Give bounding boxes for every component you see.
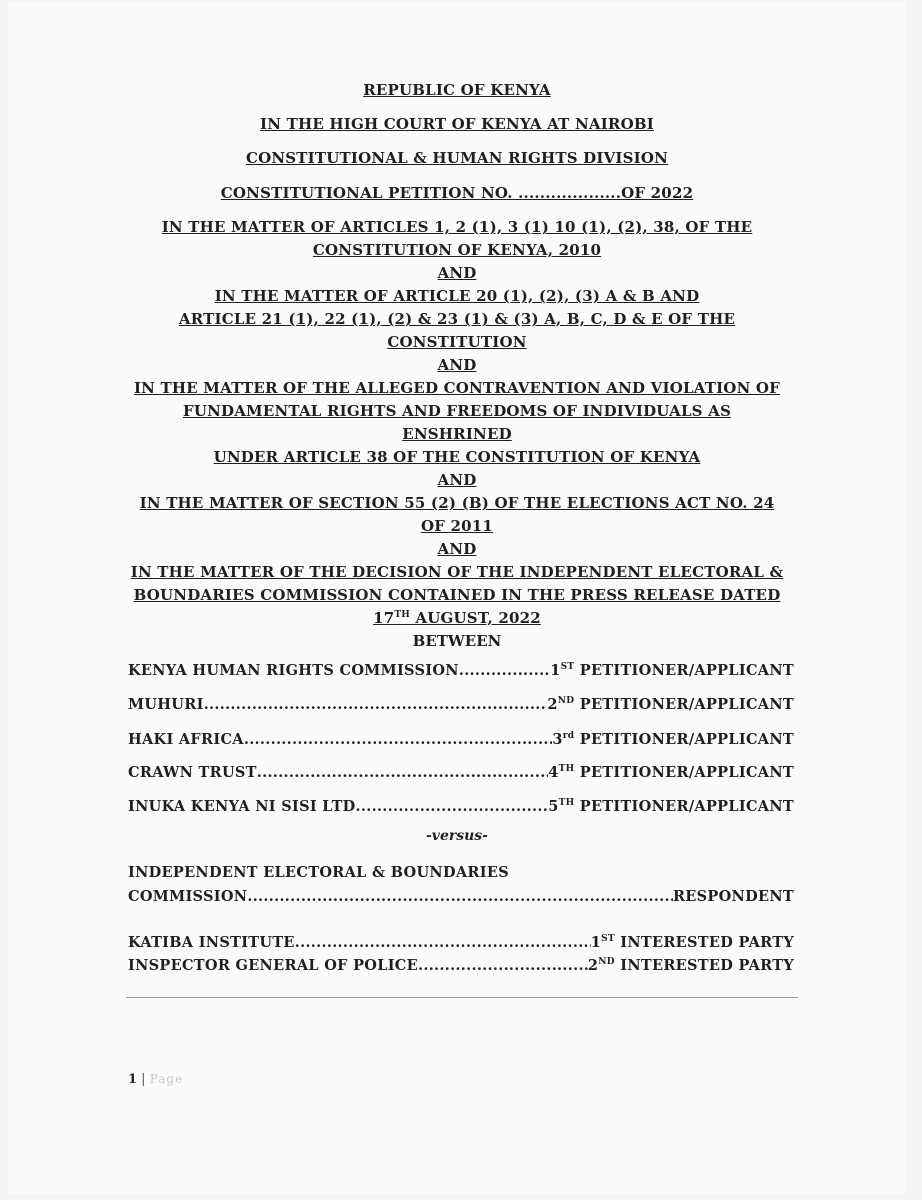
- matter-3-line-2: FUNDAMENTAL RIGHTS AND FREEDOMS OF INDIVIDUALS AS: [182, 402, 732, 420]
- party-name: COMMISSION: [128, 888, 248, 905]
- matter-4-line-2: OF 2011: [420, 517, 494, 535]
- petitioner-row: [128, 731, 794, 748]
- and-1: AND: [437, 264, 477, 282]
- date-day: 17: [373, 609, 395, 627]
- matter-4-line-1: IN THE MATTER OF SECTION 55 (2) (B) OF THE ELECTIONS ACT NO. 24: [139, 494, 775, 512]
- party-role: RESPONDENT: [672, 888, 794, 905]
- matter-5-line-2: BOUNDARIES COMMISSION CONTAINED IN THE PRESS RELEASE DATED: [133, 586, 781, 604]
- party-name: HAKI AFRICA: [128, 731, 244, 748]
- matter-2-line-3: CONSTITUTION: [387, 333, 527, 351]
- heading-division-block: [8, 147, 906, 170]
- leader-dots: [459, 662, 550, 679]
- matter-3-line-1: IN THE MATTER OF THE ALLEGED CONTRAVENTION AND VIOLATION OF: [133, 379, 781, 397]
- leader-dots: [247, 888, 673, 905]
- footer-page-label: Page: [149, 1072, 184, 1086]
- footer-page-number: 1: [128, 1072, 138, 1087]
- and-2: AND: [437, 356, 477, 374]
- bottom-rule: [126, 997, 798, 998]
- party-role: 2ND INTERESTED PARTY: [587, 957, 794, 974]
- heading-petition: CONSTITUTIONAL PETITION NO. ...................OF 2022: [220, 184, 694, 202]
- party-role: 3rd PETITIONER/APPLICANT: [552, 731, 794, 748]
- matter-3-line-3: ENSHRINED: [402, 425, 512, 443]
- petitioner-row: [128, 662, 794, 679]
- party-role: 2ND PETITIONER/APPLICANT: [547, 696, 794, 713]
- interested-party-row: [128, 934, 794, 951]
- party-role: 1ST INTERESTED PARTY: [590, 934, 794, 951]
- respondent-row: [128, 888, 794, 905]
- matter-5-line-1: IN THE MATTER OF THE DECISION OF THE INDEPENDENT ELECTORAL &: [130, 563, 784, 581]
- matter-5-date: [8, 607, 906, 630]
- petitioner-row: [128, 764, 794, 781]
- party-role: 4TH PETITIONER/APPLICANT: [548, 764, 794, 781]
- party-name: KATIBA INSTITUTE: [128, 934, 295, 951]
- heading-division: CONSTITUTIONAL & HUMAN RIGHTS DIVISION: [245, 149, 669, 167]
- matters-block: [8, 216, 906, 653]
- matter-2-line-2: ARTICLE 21 (1), 22 (1), (2) & 23 (1) & (3) A, B, C, D & E OF THE: [178, 310, 736, 328]
- heading-republic: REPUBLIC OF KENYA: [363, 81, 551, 99]
- leader-dots: [418, 957, 588, 974]
- party-name: MUHURI: [128, 696, 204, 713]
- interested-party-row: [128, 957, 794, 974]
- and-3: AND: [437, 471, 477, 489]
- matter-1-line-1: IN THE MATTER OF ARTICLES 1, 2 (1), 3 (1) 10 (1), (2), 38, OF THE: [161, 218, 753, 236]
- petitioner-row: [128, 696, 794, 713]
- heading-petition-block: [8, 182, 906, 205]
- leader-dots: [356, 798, 549, 815]
- party-name: INUKA KENYA NI SISI LTD: [128, 798, 356, 815]
- matter-1-line-2: CONSTITUTION OF KENYA, 2010: [312, 241, 602, 259]
- party-role: 5TH PETITIONER/APPLICANT: [548, 798, 794, 815]
- heading-court-block: [8, 113, 906, 136]
- date-day-suffix: TH: [394, 610, 410, 620]
- footer-separator: |: [137, 1072, 150, 1087]
- versus-label: -versus-: [426, 828, 488, 844]
- leader-dots: [204, 696, 548, 713]
- party-name: KENYA HUMAN RIGHTS COMMISSION: [128, 662, 459, 679]
- leader-dots: [257, 764, 548, 781]
- date-rest: AUGUST, 2022: [409, 609, 541, 627]
- party-name: INSPECTOR GENERAL OF POLICE: [128, 957, 418, 974]
- petitioner-row: [128, 798, 794, 815]
- leader-dots: [244, 731, 553, 748]
- document-page: [8, 2, 906, 1194]
- page-footer: [128, 1072, 183, 1087]
- party-name: CRAWN TRUST: [128, 764, 257, 781]
- between-label: BETWEEN: [412, 632, 502, 650]
- matter-3-line-4: UNDER ARTICLE 38 OF THE CONSTITUTION OF KENYA: [213, 448, 701, 466]
- heading-court: IN THE HIGH COURT OF KENYA AT NAIROBI: [260, 115, 654, 133]
- party-role: 1ST PETITIONER/APPLICANT: [550, 662, 794, 679]
- leader-dots: [295, 934, 591, 951]
- matter-2-line-1: IN THE MATTER OF ARTICLE 20 (1), (2), (3) A & B AND: [214, 287, 700, 305]
- and-4: AND: [437, 540, 477, 558]
- heading-block: [8, 79, 906, 102]
- respondent-line-1: INDEPENDENT ELECTORAL & BOUNDARIES: [128, 864, 509, 881]
